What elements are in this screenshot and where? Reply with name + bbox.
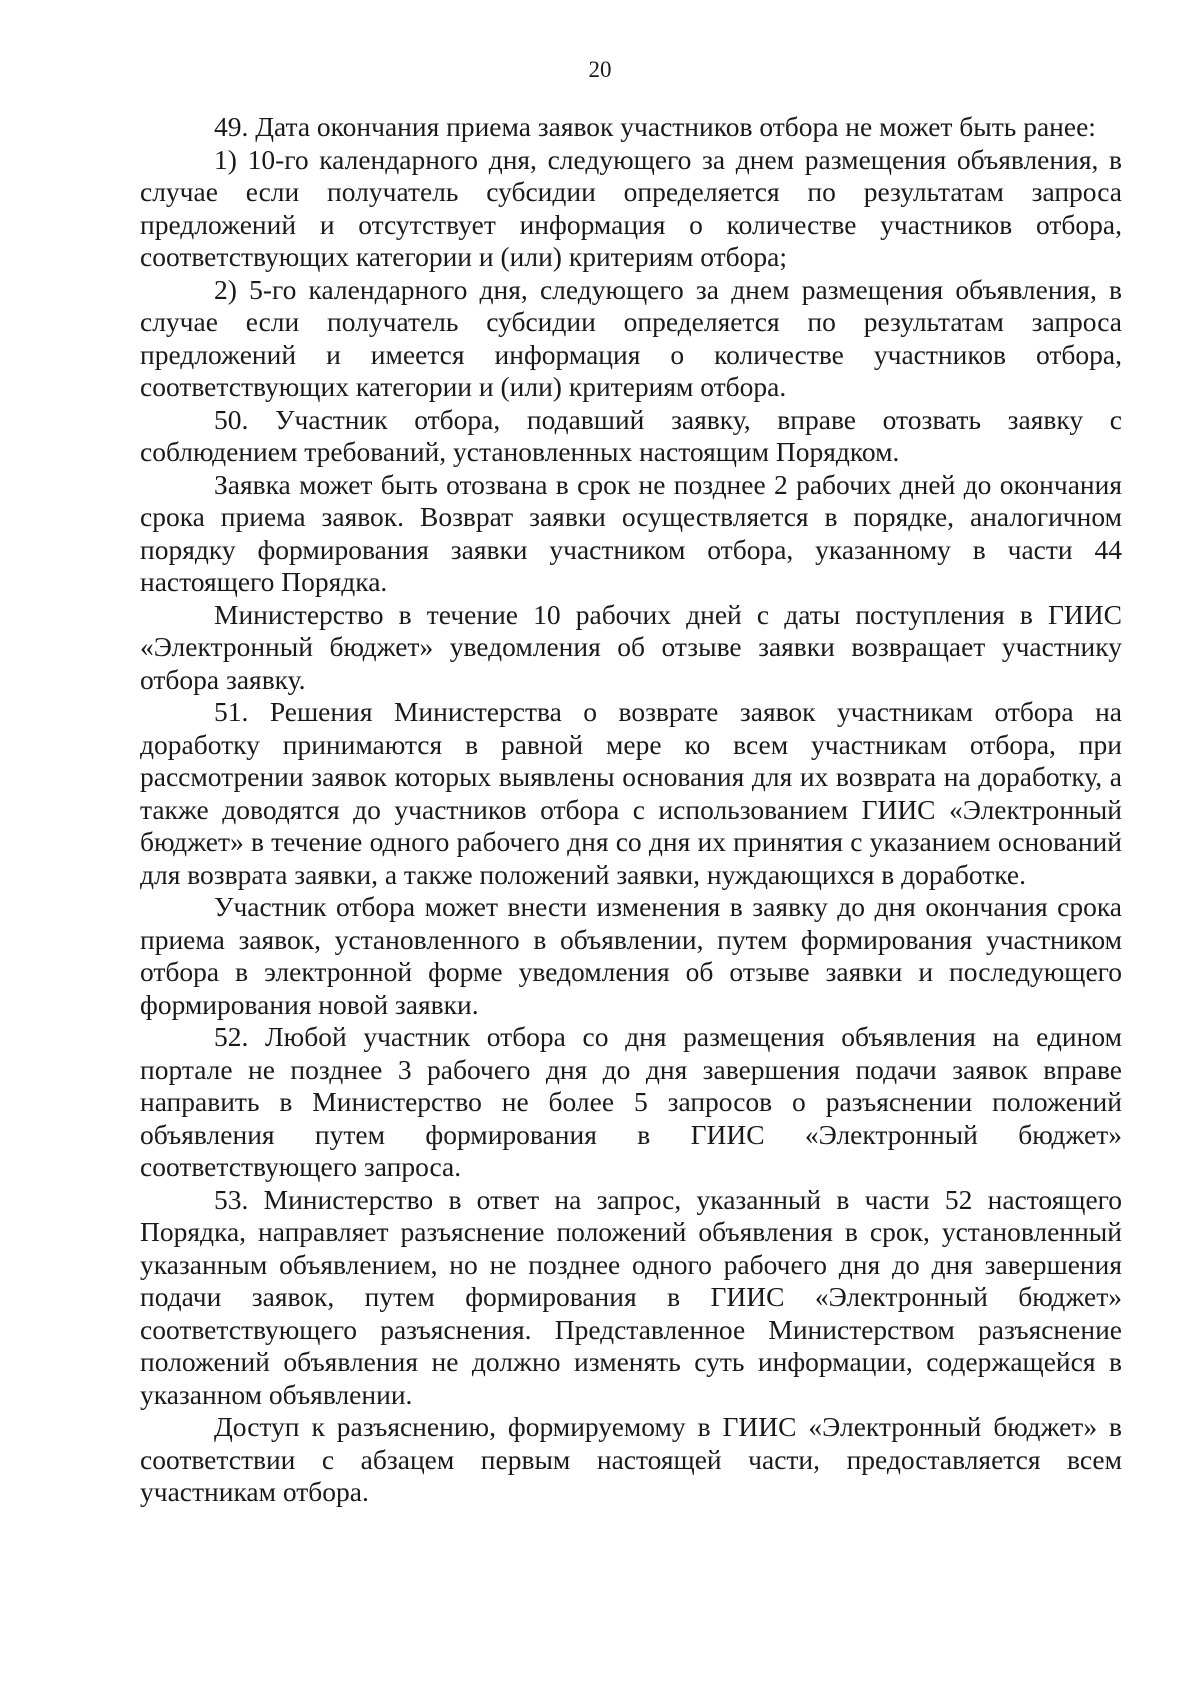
paragraph-50-return: Министерство в течение 10 рабочих дней с даты поступления в ГИИС «Электронный бюджет» уведомления об отзыве заявки возвращает участнику отбора заявку. [140,598,1122,695]
paragraph-49-item-1: 1) 10-го календарного дня, следующего за днем размещения объявления, в случае если получатель субсидии определяется по результатам запроса предложений и отсутствует информация о количестве участников отбора, соответствующих категории и (или) критериям отбора; [140,143,1122,272]
paragraph-53: 53. Министерство в ответ на запрос, указанный в части 52 настоящего Порядка, направляет разъяснение положений объявления в срок, установленный указанным объявлением, но не позднее одного рабочего дня до дня завершения подачи заявок, путем формирования в ГИИС «Электронный бюджет» соответствующего разъяснения. Представленное Министерством разъяснение положений объявления не должно изменять суть информации, содержащейся в указанном объявлении. [140,1183,1122,1410]
paragraph-50: 50. Участник отбора, подавший заявку, вправе отозвать заявку с соблюдением требований, установленных настоящим Порядком. [140,403,1122,467]
paragraph-49-item-2: 2) 5-го календарного дня, следующего за днем размещения объявления, в случае если получатель субсидии определяется по результатам запроса предложений и имеется информация о количестве участников отбора, соответствующих категории и (или) критериям отбора. [140,273,1122,402]
paragraph-52: 52. Любой участник отбора со дня размещения объявления на едином портале не позднее 3 рабочего дня до дня завершения подачи заявок вправе направить в Министерство не более 5 запросов о разъяснении положений объявления путем формирования в ГИИС «Электронный бюджет» соответствующего запроса. [140,1021,1122,1182]
paragraph-53-access: Доступ к разъяснению, формируемому в ГИИС «Электронный бюджет» в соответствии с абзацем первым настоящей части, предоставляется всем участникам отбора. [140,1411,1122,1507]
paragraph-51-changes: Участник отбора может внести изменения в заявку до дня окончания срока приема заявок, установленного в объявлении, путем формирования участником отбора в электронной форме уведомления об отзыве заявки и последующего формирования новой заявки. [140,891,1122,1020]
paragraph-51: 51. Решения Министерства о возврате заявок участникам отбора на доработку принимаются в равной мере ко всем участникам отбора, при рассмотрении заявок которых выявлены основания для их возврата на доработку, а также доводятся до участников отбора с использованием ГИИС «Электронный бюджет» в течение одного рабочего дня со дня их принятия с указанием оснований для возврата заявки, а также положений заявки, нуждающихся в доработке. [140,696,1122,890]
document-body [140,111,1122,1509]
paragraph-49: 49. Дата окончания приема заявок участников отбора не может быть ранее: [214,111,1096,142]
paragraph-50-withdrawal-term: Заявка может быть отозвана в срок не позднее 2 рабочих дней до окончания срока приема заявок. Возврат заявки осуществляется в порядке, аналогичном порядку формирования заявки участником отбора, указанному в части 44 настоящего Порядка. [140,468,1122,597]
page-number: 20 [588,57,612,82]
